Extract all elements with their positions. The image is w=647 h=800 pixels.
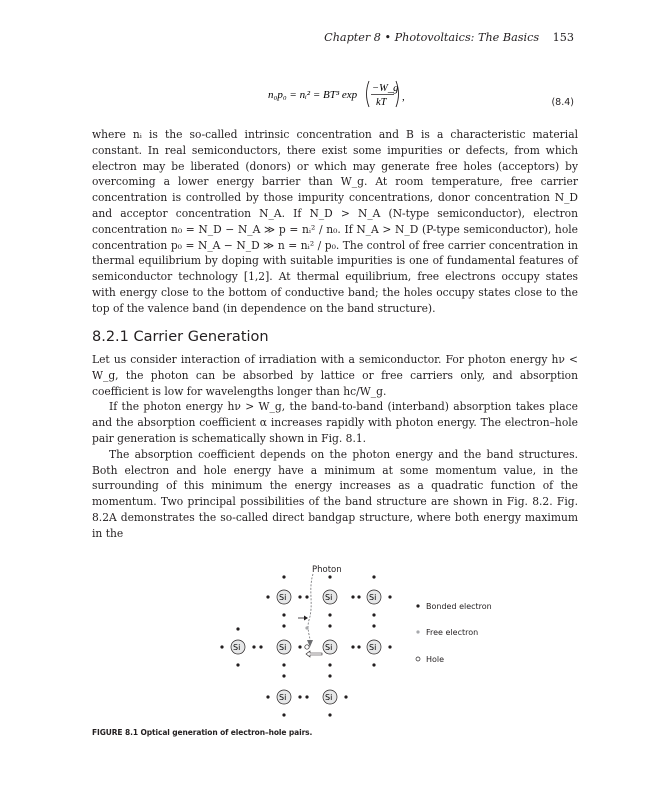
caption-label: FIGURE 8.1 — [92, 728, 138, 737]
chapter-title: Chapter 8 • Photovoltaics: The Basics — [324, 31, 540, 44]
legend-hole-label: Hole — [426, 655, 445, 664]
legend-free-label: Free electron — [426, 628, 479, 637]
photon-arrow — [308, 574, 313, 642]
si-label: Si — [279, 643, 287, 652]
free-electron-arrowhead — [304, 616, 308, 621]
si-label: Si — [279, 593, 287, 602]
paragraph-photon-energy: Let us consider interaction of irradiation with a semiconductor. For photon energy hν < W_g, the photon can be absorbed by lattice or free carriers only, and absorption coefficient is low for wavelengths longer than hc/W_g. — [92, 353, 578, 398]
equation-comma: , — [402, 91, 405, 103]
si-label: Si — [233, 643, 241, 652]
equation-denominator: kT — [376, 97, 387, 108]
legend-hole-marker — [416, 657, 420, 661]
equation-numerator: −W_g — [372, 83, 399, 94]
legend-bonded-label: Bonded electron — [426, 602, 492, 611]
paragraph-band-structure: The absorption coefficient depends on the photon energy and the band structures. Both electron and hole energy have a minimum at some momentum value, in the surrounding of this minimum the energy increases as a quadratic function of the momentum. Two principal possibilities of the band structure are shown in Fig. 8.2. Fig. 8.2A demonstrates the so-called direct bandgap structure, where both energy maximum in the — [92, 447, 578, 540]
paragraph-intrinsic-concentration — [92, 127, 578, 317]
section-heading: 8.2.1 Carrier Generation — [92, 329, 269, 345]
hole — [305, 645, 309, 649]
equation-8-4 — [268, 77, 418, 107]
si-label: Si — [369, 593, 377, 602]
hole-arrow — [306, 651, 322, 657]
paragraph-text: where nᵢ is the so-called intrinsic concentration and B is a characteristic material constant. In real semiconductors, there exist some impurities or defects, from which electron may be liberated (donors) or which may generate free holes (acceptors) by overcoming a lower energy barrier than W_g. At room temperature, free carrier concentration is controlled by those impurity concentrations, donor concentration N_D and acceptor concentration N_A. If N_D > N_A (N-type semiconductor), electron concentration n₀ = N_D − N_A ≫ p = nᵢ² / n₀. If N_A > N_D (P-type semiconductor), hole concentration p₀ = N_A − N_D ≫ n = nᵢ² / p₀. The control of free carrier concentration in thermal equilibrium by doping with suitable impurities is one of fundamental features of semiconductor technology [1,2]. At thermal equilibrium, free electrons occupy states with energy close to the bottom of conductive band; the holes occupy states close to the top of the valence band (in dependence on the band structure). — [92, 128, 578, 315]
left-paren — [367, 81, 370, 107]
si-label: Si — [279, 693, 287, 702]
running-head — [324, 31, 574, 44]
atom-row-1 — [277, 590, 381, 604]
equation-graphic — [268, 77, 418, 111]
free-electron — [305, 626, 308, 629]
si-label: Si — [325, 593, 333, 602]
si-label: Si — [325, 643, 333, 652]
caption-text: Optical generation of electron–hole pairs. — [140, 728, 313, 737]
figure-8-1 — [216, 560, 516, 730]
section-body — [92, 352, 578, 542]
legend-free-marker — [416, 630, 419, 633]
figure-caption — [92, 728, 312, 737]
page-number: 153 — [552, 31, 574, 44]
si-label: Si — [369, 643, 377, 652]
equation-lhs: n₀p₀ = nᵢ² = BT³ exp — [268, 89, 358, 101]
si-label: Si — [325, 693, 333, 702]
lattice-diagram — [216, 560, 516, 730]
legend-bonded-marker — [416, 604, 419, 607]
photon-label: Photon — [312, 565, 342, 575]
equation-number: (8.4) — [551, 97, 574, 108]
paragraph-interband-absorption: If the photon energy hν > W_g, the band-to-band (interband) absorption takes place and the absorption coefficient α increases rapidly with photon energy. The electron–hole pair generation is schematically shown in Fig. 8.1. — [92, 400, 578, 445]
